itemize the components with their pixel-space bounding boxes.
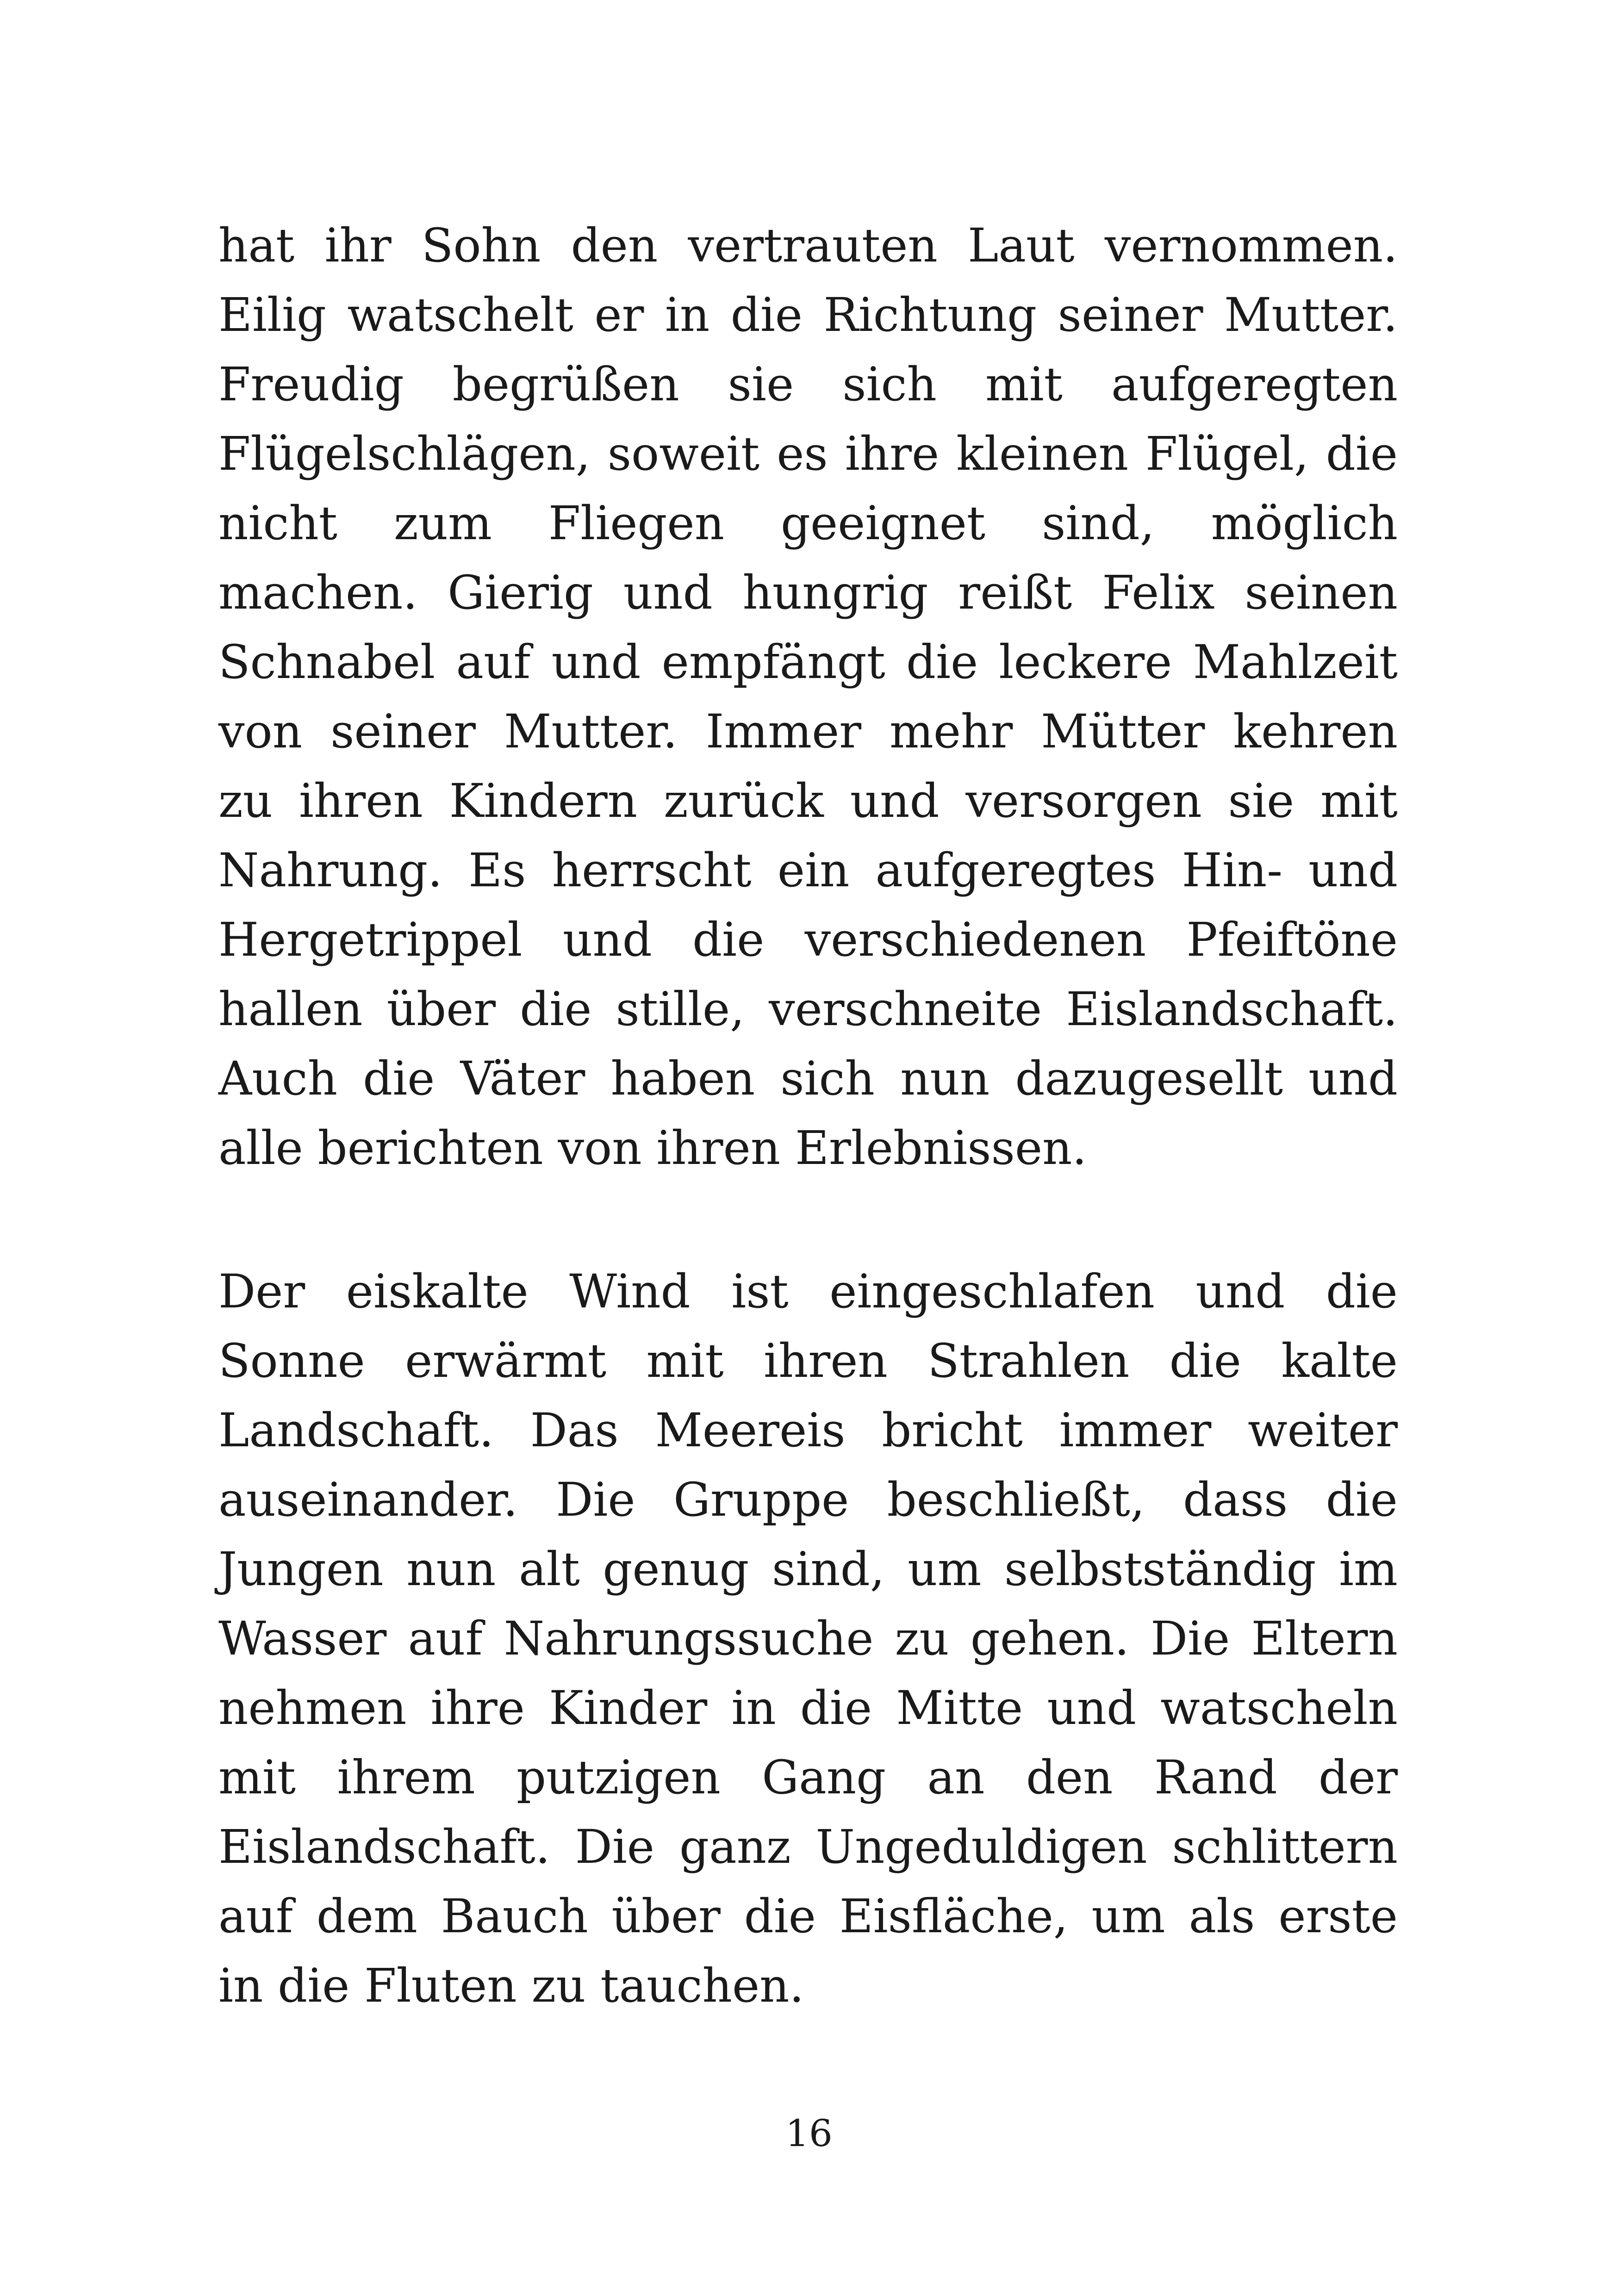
text-line: Wasser auf Nahrungssuche zu gehen. Die Eltern	[218, 1612, 1398, 1666]
text-line: Freudig begrüßen sie sich mit aufgeregten	[218, 357, 1398, 411]
text-line: Eilig watschelt er in die Richtung seiner Mutter.	[218, 288, 1398, 342]
text-line: zu ihren Kindern zurück und versorgen sie mit	[218, 774, 1398, 828]
text-line: hallen über die stille, verschneite Eislandschaft.	[218, 982, 1398, 1036]
text-line: Hergetrippel und die verschiedenen Pfeiftöne	[218, 913, 1398, 967]
text-line: auseinander. Die Gruppe beschließt, dass die	[218, 1473, 1398, 1527]
text-line: von seiner Mutter. Immer mehr Mütter kehren	[218, 704, 1398, 759]
text-line: machen. Gierig und hungrig reißt Felix seinen	[218, 566, 1398, 620]
text-line: Landschaft. Das Meereis bricht immer weiter	[218, 1403, 1398, 1457]
text-line: Eislandschaft. Die ganz Ungeduldigen schlittern	[218, 1820, 1398, 1874]
text-line: in die Fluten zu tauchen.	[218, 1959, 804, 2013]
text-line: Schnabel auf und empfängt die leckere Mahlzeit	[218, 635, 1398, 689]
paragraph-2	[218, 1257, 1398, 2021]
text-line: auf dem Bauch über die Eisfläche, um als erste	[218, 1889, 1398, 1943]
text-line: nehmen ihre Kinder in die Mitte und watscheln	[218, 1681, 1398, 1735]
text-line: mit ihrem putzigen Gang an den Rand der	[218, 1750, 1398, 1804]
text-line: Nahrung. Es herrscht ein aufgeregtes Hin- und	[218, 843, 1398, 897]
text-line: Sonne erwärmt mit ihren Strahlen die kalte	[218, 1334, 1398, 1388]
paragraph-1	[218, 211, 1398, 1183]
text-line: alle berichten von ihren Erlebnissen.	[218, 1121, 1087, 1175]
text-line: Der eiskalte Wind ist eingeschlafen und die	[218, 1264, 1398, 1319]
text-line: Auch die Väter haben sich nun dazugesellt und	[218, 1052, 1398, 1106]
text-line: hat ihr Sohn den vertrauten Laut vernommen.	[218, 218, 1398, 273]
text-line: nicht zum Fliegen geeignet sind, möglich	[218, 496, 1398, 550]
page-number: 16	[785, 2112, 833, 2155]
text-line: Flügelschlägen, soweit es ihre kleinen Flügel, die	[218, 427, 1398, 481]
text-line: Jungen nun alt genug sind, um selbstständig im	[218, 1542, 1398, 1596]
